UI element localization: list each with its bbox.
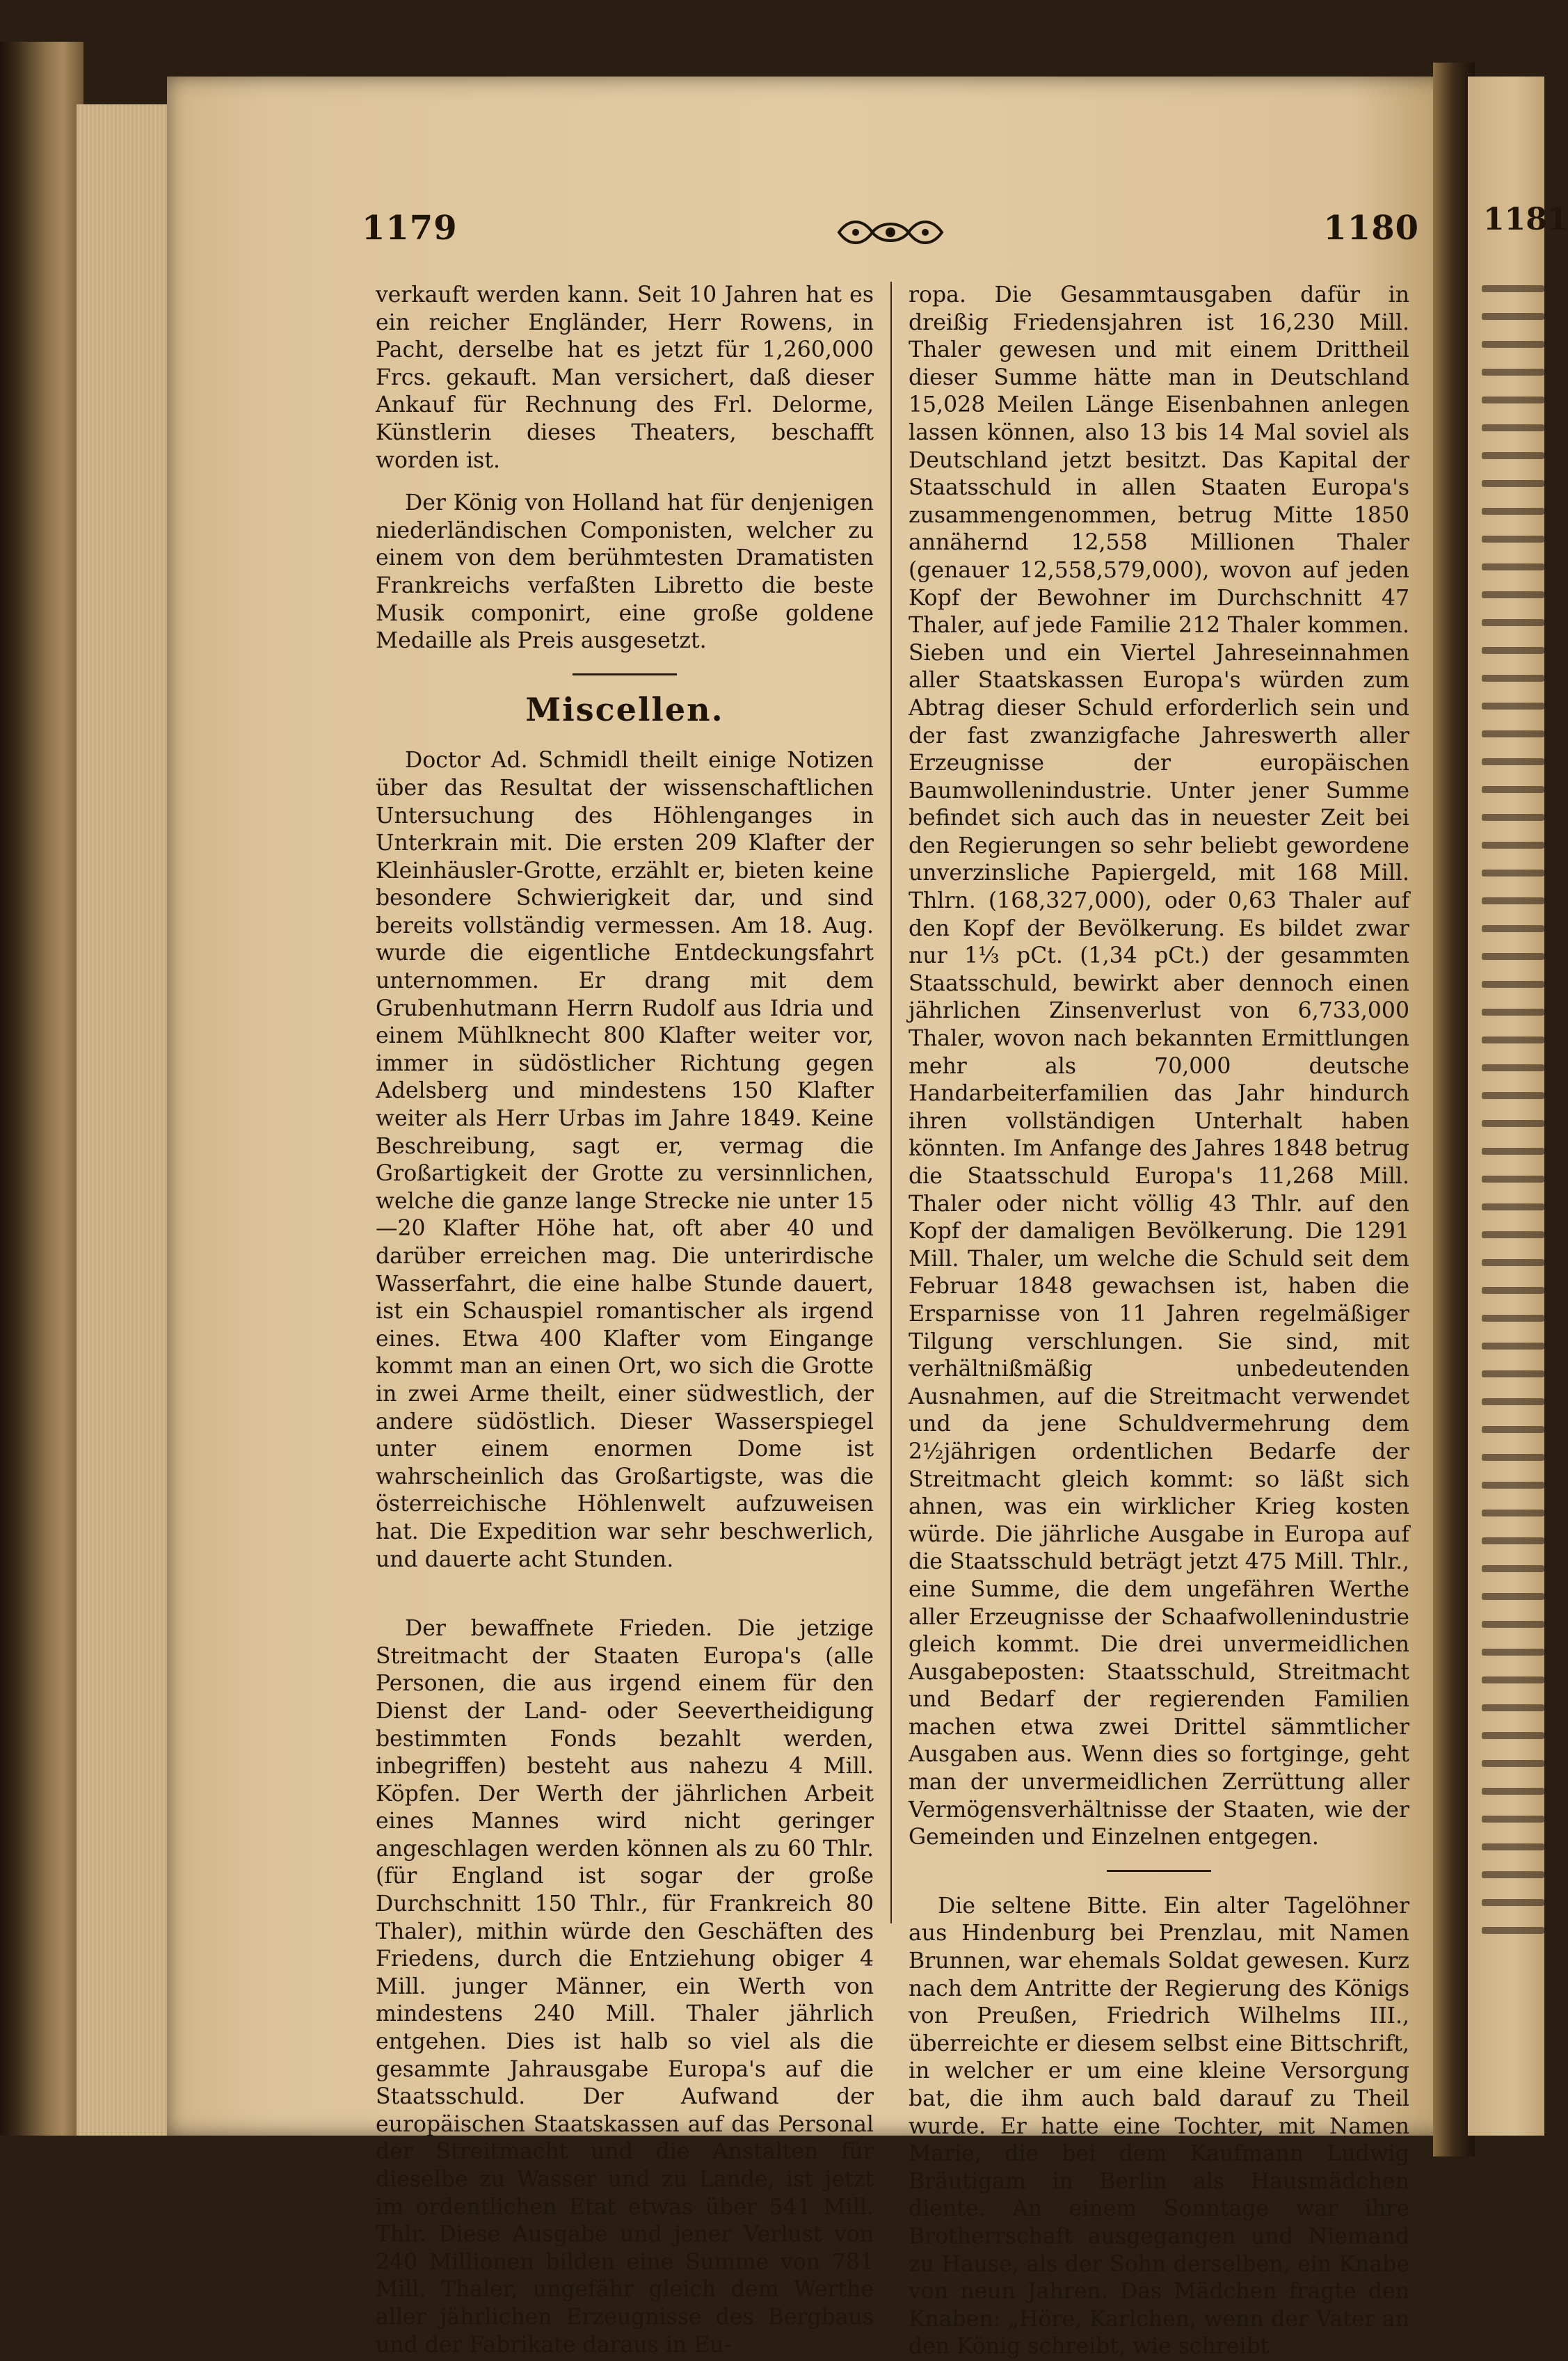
next-page-text-line: [1482, 1370, 1544, 1377]
next-page-text-line: [1482, 1343, 1544, 1350]
next-page-text-line: [1482, 1704, 1544, 1711]
next-page-text-line: [1482, 1064, 1544, 1071]
next-page-text-line: [1482, 1871, 1544, 1878]
next-page-text-line: [1482, 536, 1544, 543]
next-page-text-line: [1482, 1120, 1544, 1127]
page-stack: [77, 104, 181, 2136]
page-number-next: 1181: [1483, 202, 1568, 237]
next-page-text-line: [1482, 1565, 1544, 1572]
next-page-text-line: [1482, 341, 1544, 348]
next-page-text-line: [1482, 1676, 1544, 1683]
next-page-text-line: [1482, 619, 1544, 626]
next-page-text-line: [1482, 313, 1544, 320]
next-page-text-line: [1482, 842, 1544, 849]
next-page-text-line: [1482, 285, 1544, 292]
next-page-text-line: [1482, 897, 1544, 904]
next-page-text-line: [1482, 1482, 1544, 1489]
paragraph-state-debt: ropa. Die Gesammtausgaben dafür in dreißig Friedensjahren ist 16,230 Mill. Thaler gewesen und mit einem Drittheil dieser Summe hätte man in Deutschland 15,028 Meilen Länge Eisenbahnen anlegen lassen können, also 13 bis 14 Mal soviel als Deutschland jetzt besitzt. Das Kapital der Staatsschuld in allen Staaten Europa's zusammengenommen, betrug Mitte 1850 annähernd 12,558 Millionen Thaler (genauer 12,558,579,000), wovon auf jeden Kopf der Bewohner im Durchschnitt 47 Thaler, auf jede Familie 212 Thaler kommen. Sieben und ein Viertel Jahreseinnahmen aller Staatskassen Europa's würden zum Abtrag dieser Schuld erforderlich sein und der fast zwanzigfache Jahreswerth aller Erzeugnisse der europäischen Baumwollenindustrie. Unter jener Summe befindet sich auch das in neuester Zeit bei den Regierungen so sehr beliebt gewordene unverzinsliche Papiergeld, mit 168 Mill. Thlrn. (168,327,000), oder 0,63 Thaler auf den Kopf der Bevölkerung. Es bildet zwar nur 1⅓ pCt. (1,34 pCt.) der gesammten Staatsschuld, bewirkt aber dennoch einen jährlichen Zinsenverlust von 6,733,000 Thaler, wovon nach bekannten Ermittlungen mehr als 70,000 deutsche Handarbeiterfamilien das Jahr hindurch ihren vollständigen Unterhalt haben könnten. Im Anfange des Jahres 1848 betrug die Staatsschuld Europa's 11,268 Mill. Thaler oder nicht völlig 43 Thlr. auf den Kopf der damaligen Bevölkerung. Die 1291 Mill. Thaler, um welche die Schuld seit dem Februar 1848 gewachsen ist, haben die Ersparnisse von 11 Jahren regelmäßiger Tilgung verschlungen. Sie sind, mit verhältnißmäßig unbedeutenden Ausnahmen, auf die Streitmacht verwendet und da jene Schuldvermehrung dem 2½jährigen ordentlichen Bedarfe der Streitmacht gleich kommt: so läßt sich ahnen, was ein wirklicher Krieg kosten würde. Die jährliche Ausgabe in Europa auf die Staatsschuld beträgt jetzt 475 Mill. Thlr., eine Summe, die dem ungefähren Werthe aller Erzeugnisse der Schaafwollenindustrie gleich kommt. Die drei unvermeidlichen Ausgabeposten: Staatsschuld, Streitmacht und Bedarf der regierenden Familien machen etwa zwei Drittel sämmtlicher Ausgaben aus. Wenn dies so fortginge, geht man der unvermeidlichen Zerrüttung aller Vermögensverhältnisse der Staaten, wie der Gemeinden und Einzelnen entgegen.: [909, 282, 1409, 1850]
next-page-text-line: [1482, 786, 1544, 793]
next-page-text-line: [1482, 925, 1544, 932]
section-divider: [573, 673, 677, 675]
next-page-text-line: [1482, 1176, 1544, 1183]
next-page-text-line: [1482, 1287, 1544, 1294]
next-page-text-line: [1482, 647, 1544, 654]
paragraph-king-holland: Der König von Holland hat für denjenigen niederländischen Componisten, welcher zu einem von dem berühmtesten Dramatisten Frankreichs verfaßten Libretto die beste Musik componirt, eine große goldene Medaille als Preis ausgesetzt.: [376, 490, 874, 654]
next-page-text-line: [1482, 1259, 1544, 1266]
next-page-text-line: [1482, 1510, 1544, 1516]
next-page-text-line: [1482, 397, 1544, 403]
next-page-text-line: [1482, 1092, 1544, 1099]
page-number-right: 1180: [1323, 209, 1419, 248]
right-column: [909, 282, 1409, 2361]
next-page-text-line: [1482, 953, 1544, 960]
next-page-text-line: [1482, 1899, 1544, 1906]
next-page-text-line: [1482, 1621, 1544, 1628]
column-divider: [890, 282, 892, 1923]
next-page-text-line: [1482, 563, 1544, 570]
next-page-text-line: [1482, 981, 1544, 988]
left-column: [376, 282, 874, 2359]
section-divider-right: [1107, 1870, 1211, 1872]
paragraph-theatre-sale: verkauft werden kann. Seit 10 Jahren hat es ein reicher Engländer, Herr Rowens, in Pacht, derselbe hat es jetzt für 1,260,000 Frcs. gekauft. Man versichert, daß dieser Ankauf für Rechnung des Frl. Delorme, Künstlerin dieses Theaters, beschafft worden ist.: [376, 282, 874, 473]
next-page-text-line: [1482, 424, 1544, 431]
next-page-text-line: [1482, 508, 1544, 515]
next-page-text-line: [1482, 1816, 1544, 1823]
next-page-text-line: [1482, 1454, 1544, 1461]
next-page-text-line: [1482, 1843, 1544, 1850]
next-page-text-line: [1482, 675, 1544, 682]
next-page-text-line: [1482, 480, 1544, 487]
page-header: [362, 209, 1419, 264]
section-heading: Miscellen.: [525, 690, 724, 728]
next-page-text-line: [1482, 591, 1544, 598]
next-page-text-line: [1482, 1788, 1544, 1795]
next-page-text-line: [1482, 1037, 1544, 1043]
next-page-text-line: [1482, 1927, 1544, 1934]
next-page-text-line: [1482, 369, 1544, 376]
next-page-text-line: [1482, 730, 1544, 737]
paragraph-armed-peace: Der bewaffnete Frieden. Die jetzige Streitmacht der Staaten Europa's (alle Personen, die aus irgend einem für den Dienst der Land- oder Seevertheidigung bestimmten Fonds bezahlt werden, inbegriffen) besteht aus nahezu 4 Mill. Köpfen. Der Werth der jährlichen Arbeit eines Mannes wird nicht geringer angeschlagen werden können als zu 60 Thlr. (für England ist sogar der große Durchschnitt 150 Thlr., für Frankreich 80 Thaler), mithin würde den Geschäften des Friedens, durch die Entziehung obiger 4 Mill. junger Männer, ein Werth von mindestens 240 Mill. Thaler jährlich entgehen. Dies ist halb so viel als die gesammte Jahrausgabe Europa's auf die Staatsschuld. Der Aufwand der europäischen Staatskassen auf das Personal der Streitmacht und die Anstalten für dieselbe zu Wasser und zu Lande, ist jetzt im ordentlichen Etat etwas über 541 Mill. Thlr. Diese Ausgabe und jener Verlust von 240 Millionen bilden eine Summe von 781 Mill. Thaler, ungefähr gleich dem Werthe aller jährlichen Erzeugnisse des Bergbaus und der Fabrikate daraus in Eu-: [376, 1616, 874, 2358]
next-page-text-line: [1482, 1009, 1544, 1016]
next-page-text-line: [1482, 1649, 1544, 1656]
page-number-left: 1179: [362, 209, 458, 248]
paragraph-rare-request: Die seltene Bitte. Ein alter Tagelöhner aus Hindenburg bei Prenzlau, mit Namen Brunnen, war ehemals Soldat gewesen. Kurz nach dem Antritte der Regierung des Königs von Preußen, Friedrich Wilhelms III., überreichte er diesem selbst eine Bittschrift, in welcher er um eine kleine Versorgung bat, die ihm auch bald darauf zu Theil wurde. Er hatte eine Tochter, mit Namen Marie, die bei dem Kaufmann Ludwig Bräutigam in Berlin als Hausmädchen diente. An einem Sonntage war ihre Brotherrschaft ausgegangen und Niemand zu Hause, als der Sohn derselben, ein Knabe von neun Jahren. Das Mädchen fragte den Knaben: „Höre, Karlchen, wenn der Vater an den König schreibt, wie schreibt: [909, 1893, 1409, 2360]
next-page-text-line: [1482, 1732, 1544, 1739]
next-page-text-line: [1482, 758, 1544, 765]
next-page-text-line: [1482, 703, 1544, 710]
ornament-icon: [835, 214, 946, 250]
book-cover-edge: [0, 42, 83, 2136]
next-page-text-line: [1482, 452, 1544, 459]
next-page-text-line: [1482, 1760, 1544, 1767]
next-page-text-line: [1482, 1315, 1544, 1322]
next-page-text-line: [1482, 1148, 1544, 1155]
next-page-text-line: [1482, 1398, 1544, 1405]
next-page-text-line: [1482, 1537, 1544, 1544]
next-page-edge: [1468, 77, 1568, 2136]
next-page-text-line: [1482, 1231, 1544, 1238]
paragraph-cave-exploration: Doctor Ad. Schmidl theilt einige Notizen über das Resultat der wissenschaftlichen Untersuchung des Höhlenganges in Unterkrain mit. Die ersten 209 Klafter der Kleinhäusler-Grotte, erzählt er, bieten keine besondere Schwierigkeit dar, und sind bereits vollständig vermessen. Am 18. Aug. wurde die eigentliche Entdeckungsfahrt unternommen. Er drang mit dem Grubenhutmann Herrn Rudolf aus Idria und einem Mühlknecht 800 Klafter weiter vor, immer in südöstlicher Richtung gegen Adelsberg und mindestens 150 Klafter weiter als Herr Urbas im Jahre 1849. Keine Beschreibung, sagt er, vermag die Großartigkeit der Grotte zu versinnlichen, welche die ganze lange Strecke nie unter 15—20 Klafter Höhe hat, oft aber 40 und darüber erreichen mag. Die unterirdische Wasserfahrt, die eine halbe Stunde dauert, ist ein Schauspiel romantischer als irgend eines. Etwa 400 Klafter vom Eingange kommt man an einen Ort, wo sich die Grotte in zwei Arme theilt, einer südwestlich, der andere südöstlich. Dieser Wasserspiegel unter einem enormen Dome ist wahrscheinlich das Großartigste, was die österreichische Höhlenwelt aufzuweisen hat. Die Expedition war sehr beschwerlich, und dauerte acht Stunden.: [376, 748, 874, 1572]
next-page-text-line: [1482, 870, 1544, 877]
next-page-text-line: [1482, 1426, 1544, 1433]
next-page-text-line: [1482, 814, 1544, 821]
next-page-text-line: [1482, 1203, 1544, 1210]
next-page-text-line: [1482, 1593, 1544, 1600]
